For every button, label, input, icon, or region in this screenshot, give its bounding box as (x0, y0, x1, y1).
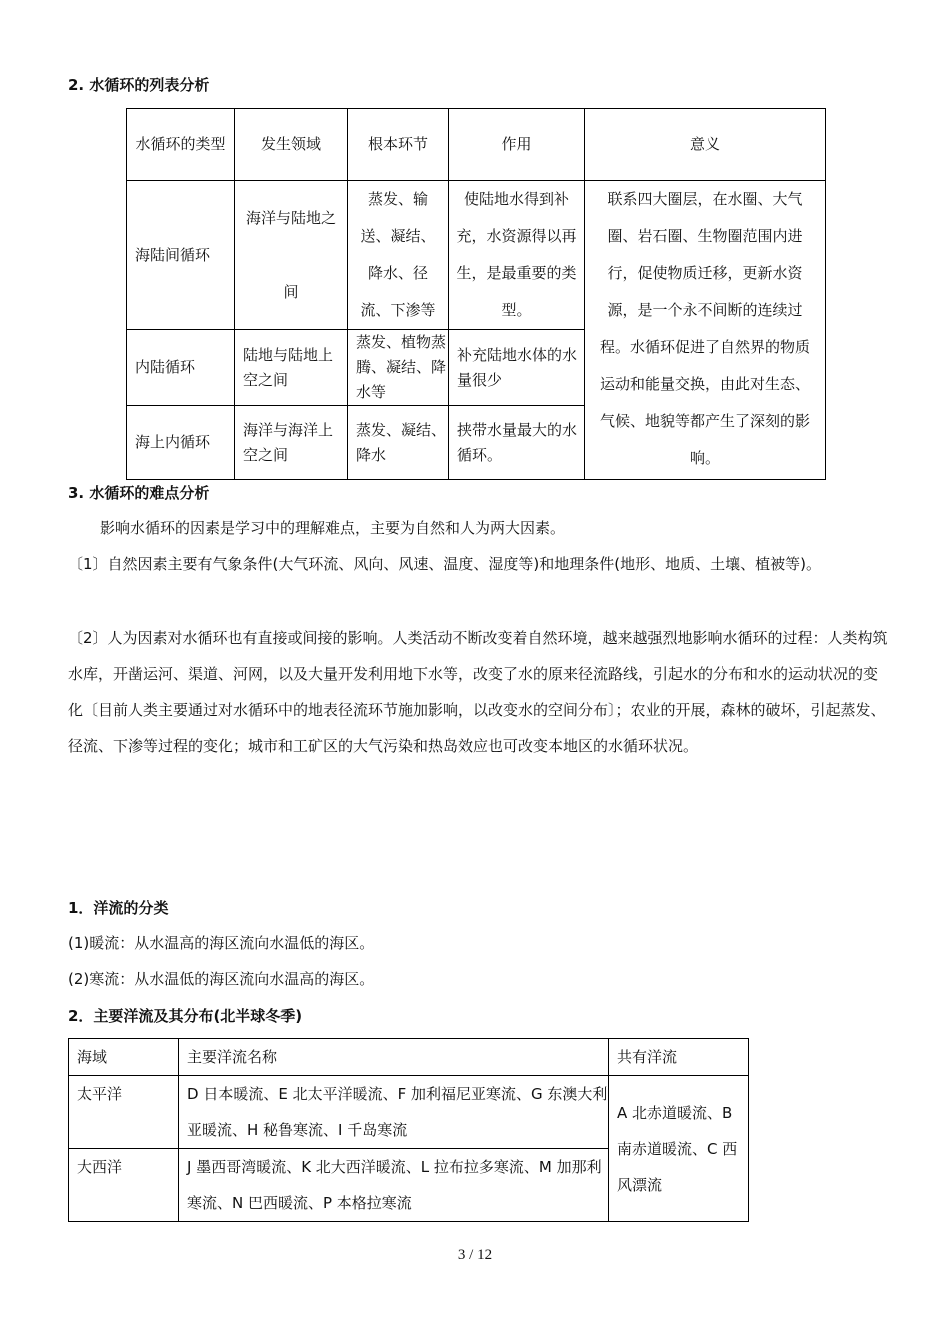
paragraph-intro: 影响水循环的因素是学习中的理解难点，主要为自然和人为两大因素。 (100, 519, 566, 537)
page-number: 3 / 12 (457, 1247, 493, 1263)
cell-area: 海洋与海洋上空之间 (235, 406, 348, 480)
cell-currents: J 墨西哥湾暖流、K 北大西洋暖流、L 拉布拉多寒流、M 加那利寒流、N 巴西暖流、P 本格拉寒流 (179, 1149, 609, 1222)
section-title-difficulty: 3. 水循环的难点分析 (68, 484, 210, 502)
cell-link: 蒸发、凝结、降水 (348, 406, 449, 480)
cell-shared-currents: A 北赤道暖流、B 南赤道暖流、C 西风漂流 (609, 1076, 749, 1222)
cell-ocean: 太平洋 (69, 1076, 179, 1149)
header-significance: 意义 (585, 109, 826, 181)
section-title-major-currents: 2．主要洋流及其分布(北半球冬季) (68, 1007, 303, 1025)
cell-type: 海陆间循环 (127, 181, 235, 330)
cell-type: 内陆循环 (127, 330, 235, 406)
cell-ocean: 大西洋 (69, 1149, 179, 1222)
table-header-row (127, 109, 826, 181)
cell-area: 海洋与陆地之间 (235, 181, 348, 330)
header-area: 发生领域 (235, 109, 348, 181)
cold-current-definition: (2)寒流：从水温低的海区流向水温高的海区。 (68, 970, 375, 988)
header-ocean: 海域 (69, 1039, 179, 1076)
table-row (127, 181, 826, 330)
table-header-row (69, 1039, 749, 1076)
cell-currents: D 日本暖流、E 北太平洋暖流、F 加利福尼亚寒流、G 东澳大利亚暖流、H 秘鲁寒流、I 千岛寒流 (179, 1076, 609, 1149)
cell-effect: 补充陆地水体的水量很少 (449, 330, 585, 406)
ocean-currents-table (68, 1038, 749, 1222)
section-title-current-classification: 1．洋流的分类 (68, 899, 169, 917)
table-row (69, 1076, 749, 1149)
cell-effect: 挟带水量最大的水循环。 (449, 406, 585, 480)
cell-type: 海上内循环 (127, 406, 235, 480)
header-type: 水循环的类型 (127, 109, 235, 181)
cell-link: 蒸发、植物蒸腾、凝结、降水等 (348, 330, 449, 406)
header-link: 根本环节 (348, 109, 449, 181)
header-effect: 作用 (449, 109, 585, 181)
cell-effect: 使陆地水得到补充，水资源得以再生，是最重要的类型。 (449, 181, 585, 330)
paragraph-natural-factors: 〔1〕自然因素主要有气象条件(大气环流、风向、风速、温度、湿度等)和地理条件(地形、地质、土壤、植被等)。 (68, 555, 821, 573)
header-current-names: 主要洋流名称 (179, 1039, 609, 1076)
warm-current-definition: (1)暖流：从水温高的海区流向水温低的海区。 (68, 934, 375, 952)
section-title-water-cycle-table: 2. 水循环的列表分析 (68, 76, 210, 94)
cell-significance: 联系四大圈层，在水圈、大气圈、岩石圈、生物圈范围内进行，促使物质迁移，更新水资源，是一个永不间断的连续过程。水循环促进了自然界的物质运动和能量交换，由此对生态、气候、地貌等都产生了深刻的影响。 (585, 181, 826, 480)
cell-area: 陆地与陆地上空之间 (235, 330, 348, 406)
water-cycle-table (126, 108, 826, 480)
header-shared-currents: 共有洋流 (609, 1039, 749, 1076)
cell-link: 蒸发、输送、凝结、降水、径流、下渗等 (348, 181, 449, 330)
paragraph-human-factors: 〔2〕人为因素对水循环也有直接或间接的影响。人类活动不断改变着自然环境，越来越强烈地影响水循环的过程：人类构筑水库，开凿运河、渠道、河网，以及大量开发利用地下水等，改变了水的原来径流路线，引起水的分布和水的运动状况的变化〔目前人类主要通过对水循环中的地表径流环节施加影响，以改变水的空间分布〕；农业的开展，森林的破坏，引起蒸发、径流、下渗等过程的变化；城市和工矿区的大气污染和热岛效应也可改变本地区的水循环状况。 (68, 629, 888, 755)
